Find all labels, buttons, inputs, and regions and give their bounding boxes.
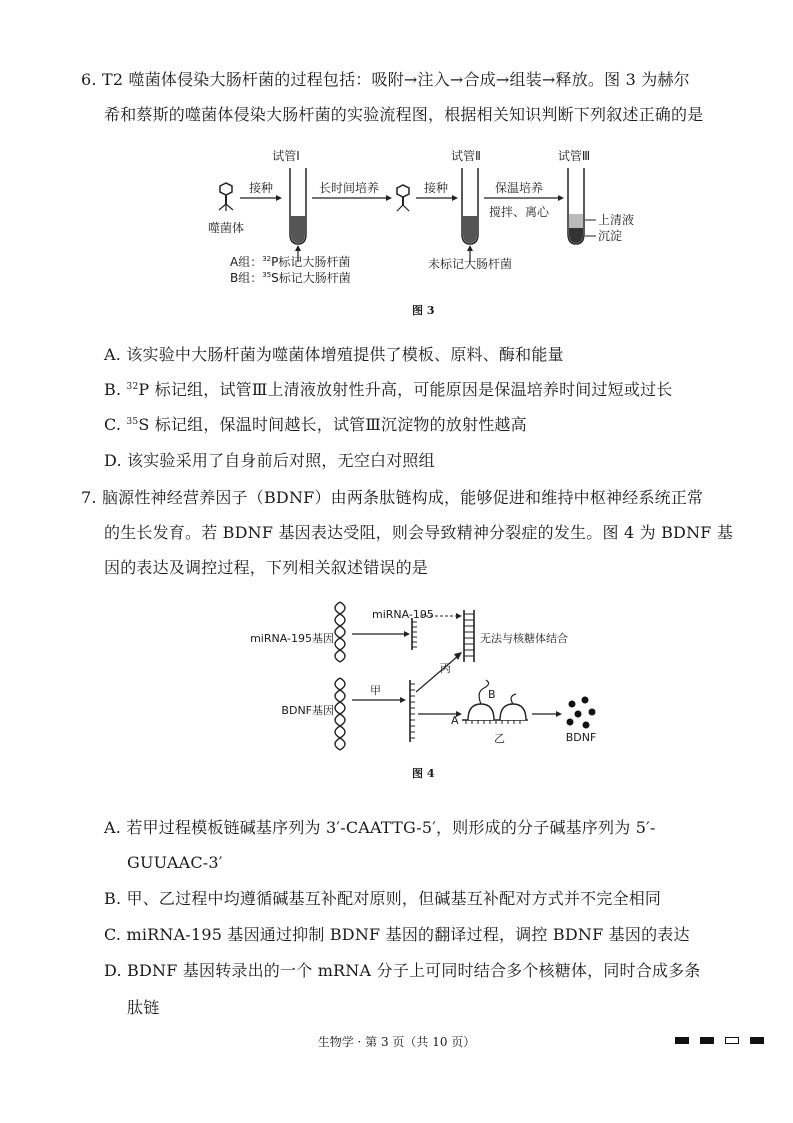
group-b-label: B组：$^{35}$S标记大肠杆菌 [230,271,351,285]
yi-label: 乙 [494,732,505,745]
footer-mark-3 [725,1037,739,1044]
unlabeled-ecoli-label: 未标记大肠杆菌 [427,257,513,271]
phage-icon-2 [397,185,409,211]
q6-option-d[interactable]: D. 该实验采用了自身前后对照，无空白对照组 [104,451,435,470]
q6-option-a[interactable]: A. 该实验中大肠杆菌为噬菌体增殖提供了模板、原料、酶和能量 [104,345,564,364]
q7-option-a-line1[interactable]: A. 若甲过程模板链碱基序列为 3′-CAATTG-5′，则形成的分子碱基序列为 5′- [104,818,656,837]
footer-mark-1 [675,1037,689,1044]
mirna-195-gene-label: miRNA-195基因 [250,632,334,645]
q6-stem-line2: 希和蔡斯的噬菌体侵染大肠杆菌的实验流程图，根据相关知识判断下列叙述正确的是 [104,105,704,124]
q6-stem-line1: 6. T2 噬菌体侵染大肠杆菌的过程包括：吸附→注入→合成→组装→释放。图 3 为赫尔 [81,70,690,89]
figure-3-diagram [190,140,650,300]
q7-option-a-line2[interactable]: GUUAAC-3′ [127,853,223,872]
supernatant-label: 上清液 [598,213,635,227]
footer-mark-2 [700,1037,714,1044]
stir-centrifuge-label: 搅拌、离心 [488,205,550,219]
q7-stem-line1: 7. 脑源性神经营养因子（BDNF）由两条肽链构成，能够促进和维持中枢神经系统正常 [81,488,704,507]
warm-culture-label: 保温培养 [494,181,544,195]
group-a-label: A组：$^{32}$P标记大肠杆菌 [230,255,351,269]
figure-3-caption: 图 3 [412,304,435,317]
figure-4-diagram [236,596,616,756]
tube3-label: 试管Ⅲ [557,149,591,163]
q6-option-c[interactable]: C. $^{35}$S 标记组，保温时间越长，试管Ⅲ沉淀物的放射性越高 [104,415,527,434]
ribosome-1 [468,704,494,720]
bdnf-gene-helix [335,678,345,750]
long-culture-label: 长时间培养 [318,181,380,195]
mirna-mrna-complex [464,610,474,662]
test-tube-2 [462,168,478,244]
bdnf-label: BDNF [565,731,597,744]
test-tube-1 [290,168,306,244]
translation-mrna [462,720,528,724]
bdnf-gene-label: BDNF基因 [281,704,334,717]
q7-stem-line3: 因的表达及调控过程，下列相关叙述错误的是 [104,558,429,577]
page-number: 生物学 · 第 3 页（共 10 页） [317,1035,476,1049]
q7-option-c[interactable]: C. miRNA-195 基因通过抑制 BDNF 基因的翻译过程，调控 BDNF 基因的表达 [104,925,690,944]
inoculate-label-1: 接种 [248,181,274,195]
figure-4-caption: 图 4 [412,767,435,780]
q7-stem-line2: 的生长发育。若 BDNF 基因表达受阻，则会导致精神分裂症的发生。图 4 为 BDNF 基 [104,523,734,542]
mirna-195-gene-helix [335,602,345,662]
test-tube-3 [568,168,584,244]
q6-option-b[interactable]: B. $^{32}$P 标记组，试管Ⅲ上清液放射性升高，可能原因是保温培养时间过短或过长 [104,380,673,399]
ribosome-2 [500,704,526,720]
phage-label: 噬菌体 [207,221,245,235]
inoculate-label-2: 接种 [423,181,449,195]
q7-option-b[interactable]: B. 甲、乙过程中均遵循碱基互补配对原则，但碱基互补配对方式并不完全相同 [104,889,662,908]
mirna-195-strand [412,618,417,650]
q7-option-d-line2[interactable]: 肽链 [127,998,160,1017]
sediment-label: 沉淀 [598,229,623,243]
mirna-195-label: miRNA-195 [372,608,434,621]
cannot-bind-ribosome-label: 无法与核糖体结合 [480,632,568,645]
bdnf-mrna-strand [410,680,415,742]
footer-mark-4 [750,1037,764,1044]
phage-icon [219,183,233,211]
label-b: B [488,688,496,701]
tube1-label: 试管Ⅰ [272,149,300,163]
peptide-chain-2 [511,694,516,704]
bdnf-protein-dots [567,697,596,729]
jia-label: 甲 [370,684,381,697]
q7-option-d-line1[interactable]: D. BDNF 基因转录出的一个 mRNA 分子上可同时结合多个核糖体，同时合成多条 [104,961,701,980]
label-a: A [451,714,459,727]
tube2-label: 试管Ⅱ [451,149,481,163]
bing-label: 丙 [440,662,451,675]
